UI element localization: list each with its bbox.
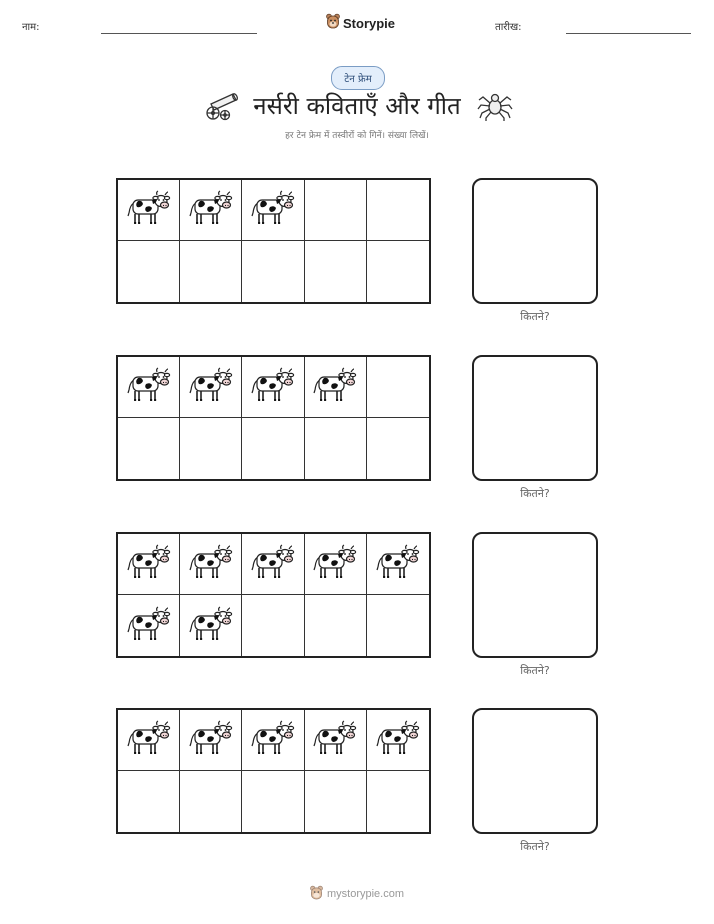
ten-frame-cell (180, 595, 242, 656)
ten-frame-cell (242, 710, 304, 771)
cow-icon (375, 719, 421, 761)
name-field[interactable] (101, 33, 257, 34)
ten-frame-cell (305, 180, 367, 241)
ten-frame-cell (180, 534, 242, 595)
ten-frame-cell (242, 180, 304, 241)
answer-label: कितने? (520, 664, 550, 677)
cow-icon (312, 543, 358, 585)
cow-icon (188, 189, 234, 231)
ten-frame-cell (305, 534, 367, 595)
cow-icon (250, 189, 296, 231)
ten-frame-cell (367, 418, 429, 479)
ten-frame-cell (242, 357, 304, 418)
ten-frame-cell (242, 595, 304, 656)
ten-frame-cell (367, 595, 429, 656)
brand-logo (326, 13, 395, 33)
ten-frame-cell (118, 595, 180, 656)
cow-icon (126, 189, 172, 231)
page-title: नर्सरी कविताएँ और गीत (253, 92, 461, 120)
answer-box[interactable] (472, 532, 598, 658)
name-label: नाम: (22, 22, 40, 33)
ten-frame-cell (367, 771, 429, 832)
ten-frame-cell (367, 710, 429, 771)
date-label: तारीख: (495, 22, 522, 33)
footer (0, 885, 714, 903)
ten-frame-cell (118, 534, 180, 595)
ten-frame-cell (180, 357, 242, 418)
ten-frame-cell (367, 357, 429, 418)
spider-icon (477, 88, 513, 126)
ten-frame-cell (180, 180, 242, 241)
ten-frame-cell (118, 357, 180, 418)
ten-frame-cell (305, 241, 367, 302)
ten-frame-cell (242, 241, 304, 302)
answer-label: कितने? (520, 310, 550, 323)
ten-frame-cell (242, 771, 304, 832)
cow-icon (126, 543, 172, 585)
ten-frame-cell (118, 771, 180, 832)
ten-frame-cell (305, 357, 367, 418)
ten-frame-cell (118, 180, 180, 241)
ten-frame-cell (305, 710, 367, 771)
ten-frame-cell (118, 710, 180, 771)
cow-icon (312, 719, 358, 761)
answer-box[interactable] (472, 355, 598, 481)
cow-icon (312, 366, 358, 408)
ten-frame-cell (180, 241, 242, 302)
cow-icon (188, 719, 234, 761)
ten-frame-cell (118, 241, 180, 302)
ten-frame-cell (367, 241, 429, 302)
answer-label: कितने? (520, 840, 550, 853)
date-field[interactable] (566, 33, 691, 34)
cow-icon (375, 543, 421, 585)
cow-icon (188, 605, 234, 647)
cow-icon (188, 543, 234, 585)
cow-icon (126, 719, 172, 761)
ten-frame (116, 355, 431, 481)
brand-name: Storypie (343, 15, 396, 31)
answer-box[interactable] (472, 178, 598, 304)
ten-frame-cell (367, 180, 429, 241)
ten-frame (116, 178, 431, 304)
answer-label: कितने? (520, 487, 550, 500)
cow-icon (188, 366, 234, 408)
ten-frame-cell (367, 534, 429, 595)
cow-icon (250, 719, 296, 761)
instructions: हर टेन फ्रेम में तस्वीरों को गिनें। संख्या लिखें। (285, 131, 429, 141)
footer-url: mystorypie.com (326, 888, 405, 900)
answer-box[interactable] (472, 708, 598, 834)
bear-logo-icon (310, 885, 323, 903)
ten-frame-cell (180, 710, 242, 771)
ten-frame-cell (242, 534, 304, 595)
cow-icon (126, 366, 172, 408)
cow-icon (126, 605, 172, 647)
ten-frame (116, 532, 431, 658)
cow-icon (250, 543, 296, 585)
ten-frame-cell (180, 418, 242, 479)
cow-icon (250, 366, 296, 408)
ten-frame-cell (305, 771, 367, 832)
ten-frame-cell (242, 418, 304, 479)
bear-logo-icon (326, 13, 340, 33)
ten-frame-cell (305, 595, 367, 656)
ten-frame-cell (118, 418, 180, 479)
ten-frame (116, 708, 431, 834)
topic-badge: टेन फ्रेम (331, 66, 385, 90)
ten-frame-cell (180, 771, 242, 832)
ten-frame-cell (305, 418, 367, 479)
